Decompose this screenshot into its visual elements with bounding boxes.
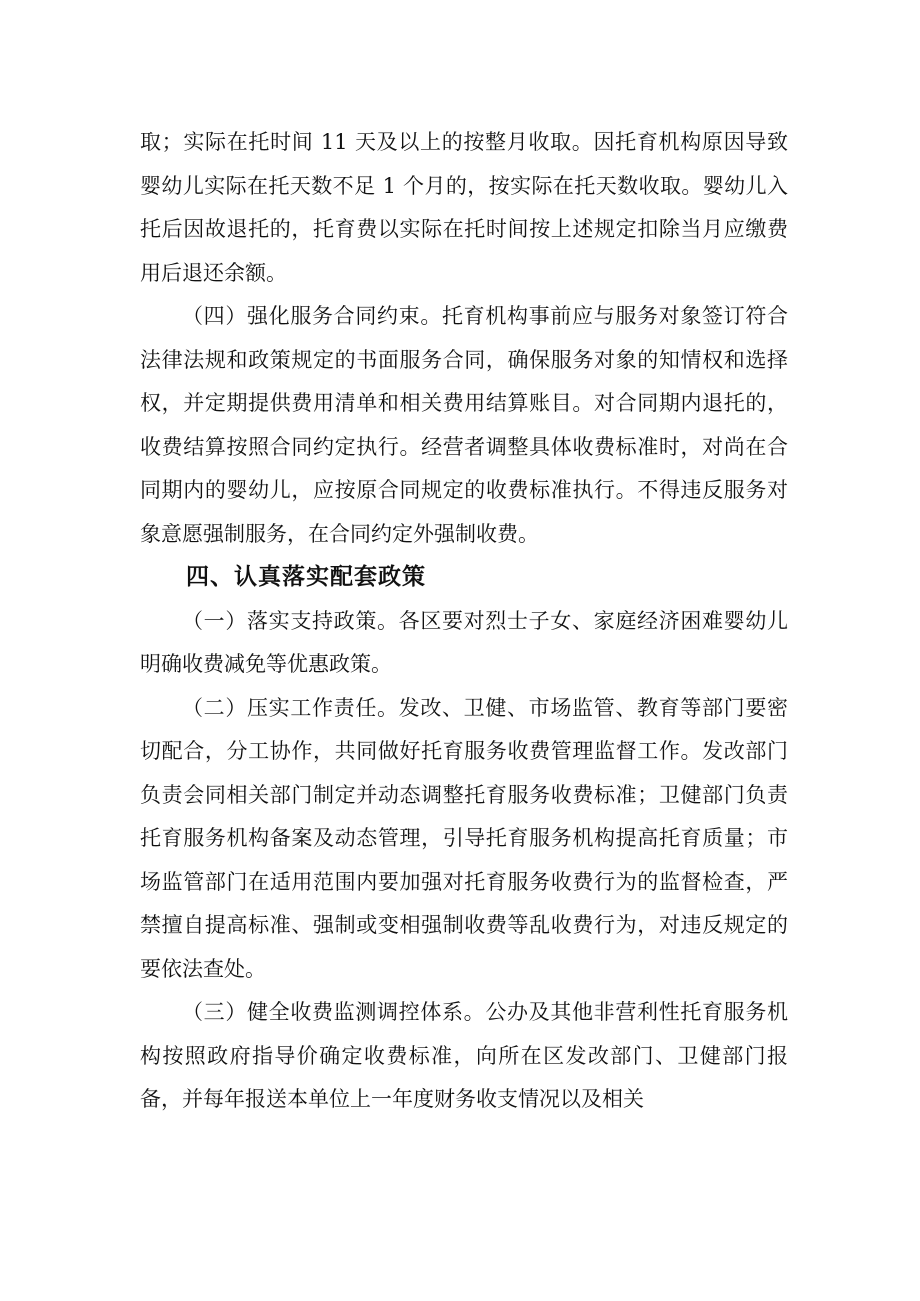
paragraph-contract-constraint: （四）强化服务合同约束。托育机构事前应与服务对象签订符合法律法规和政策规定的书面服务合同，确保服务对象的知情权和选择权，并定期提供费用清单和相关费用结算账目。对合同期内退托的，收费结算按照合同约定执行。经营者调整具体收费标准时，对尚在合同期内的婴幼儿，应按原合同规定的收费标准执行。不得违反服务对象意愿强制服务，在合同约定外强制收费。 — [140, 304, 788, 546]
section-heading: 四、认真落实配套政策 — [186, 564, 426, 590]
document-body — [140, 121, 788, 1122]
paragraph-support-policy: （一）落实支持政策。各区要对烈士子女、家庭经济困难婴幼儿明确收费减免等优惠政策。 — [140, 608, 788, 676]
paragraph-fee-monitoring: （三）健全收费监测调控体系。公办及其他非营利性托育服务机构按照政府指导价确定收费标准，向所在区发改部门、卫健部门报备，并每年报送本单位上一年度财务收支情况以及相关 — [140, 1000, 788, 1111]
paragraph-continuation: 取；实际在托时间 11 天及以上的按整月收取。因托育机构原因导致婴幼儿实际在托天数不足 1 个月的，按实际在托天数收取。婴幼儿入托后因故退托的，托育费以实际在托时间按上述规定扣除当月应缴费用后退还余额。 — [140, 130, 788, 285]
paragraph-work-responsibility: （二）压实工作责任。发改、卫健、市场监管、教育等部门要密切配合，分工协作，共同做好托育服务收费管理监督工作。发改部门负责会同相关部门制定并动态调整托育服务收费标准；卫健部门负责托育服务机构备案及动态管理，引导托育服务机构提高托育质量；市场监管部门在适用范围内要加强对托育服务收费行为的监督检查，严禁擅自提高标准、强制或变相强制收费等乱收费行为，对违反规定的要依法查处。 — [140, 695, 788, 981]
